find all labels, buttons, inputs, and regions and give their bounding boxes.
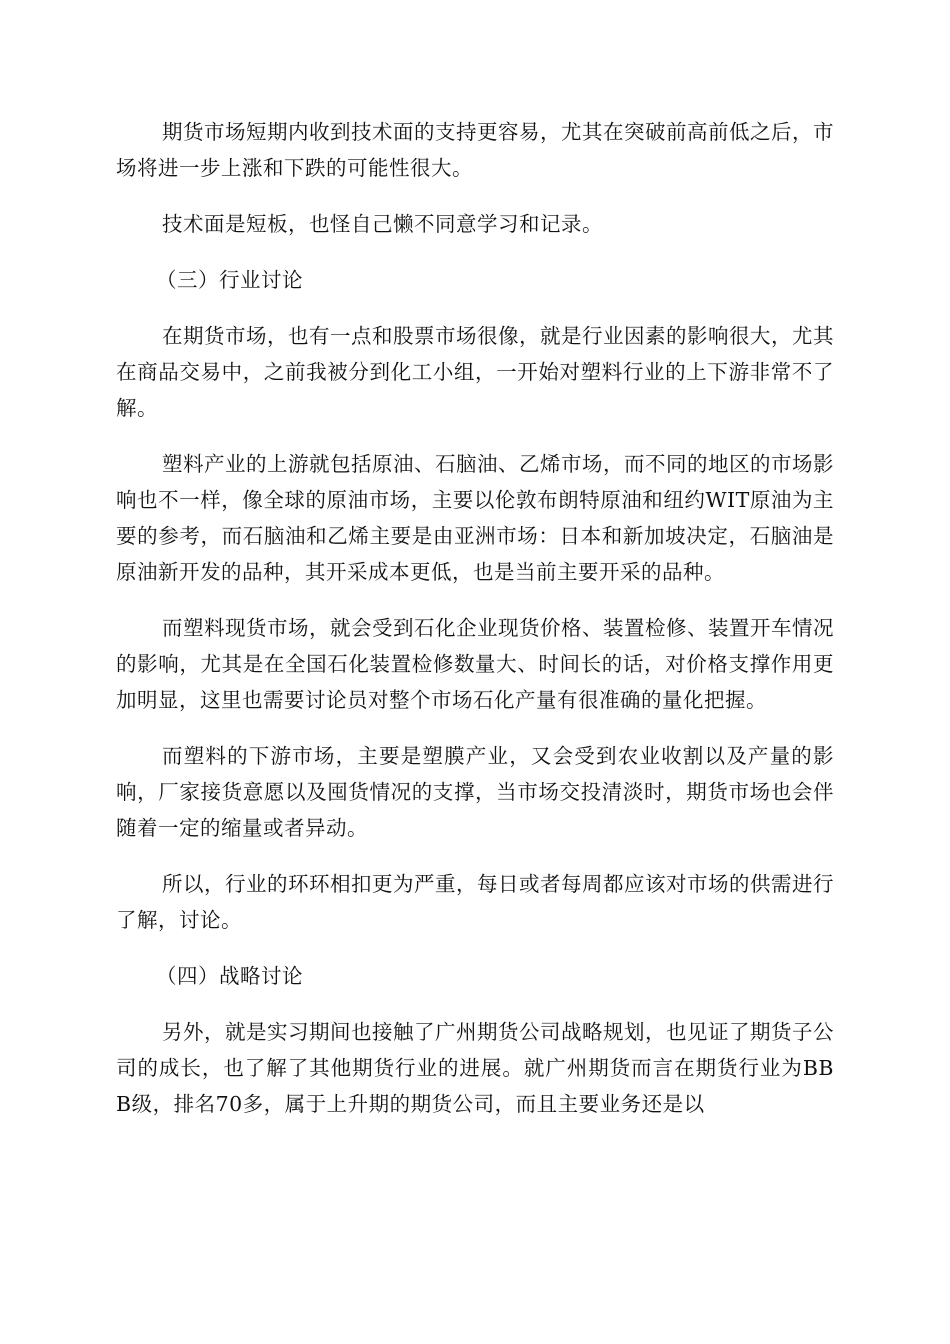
paragraph-supply-demand: 所以，行业的环环相扣更为严重，每日或者每周都应该对市场的供需进行了解，讨论。 — [116, 872, 834, 932]
document-page — [116, 114, 834, 1122]
paragraph-downstream: 而塑料的下游市场，主要是塑膜产业，又会受到农业收割以及产量的影响，厂家接货意愿以及囤货情况的支撑，当市场交投清淡时，期货市场也会伴随着一定的缩量或者异动。 — [116, 744, 834, 840]
paragraph-technical-support: 期货市场短期内收到技术面的支持更容易，尤其在突破前高前低之后，市场将进一步上涨和下跌的可能性很大。 — [116, 120, 834, 180]
paragraph-strategy: 另外，就是实习期间也接触了广州期货公司战略规划，也见证了期货子公司的成长，也了解了其他期货行业的进展。就广州期货而言在期货行业为BBB级，排名70多，属于上升期的期货公司，而且主要业务还是以 — [116, 1020, 834, 1116]
section-heading-industry: （三）行业讨论 — [156, 268, 303, 292]
section-heading-strategy: （四）战略讨论 — [156, 964, 303, 988]
paragraph-technical-weakness: 技术面是短板，也怪自己懒不同意学习和记录。 — [162, 212, 603, 236]
paragraph-industry-factors: 在期货市场，也有一点和股票市场很像，就是行业因素的影响很大，尤其在商品交易中，之前我被分到化工小组，一开始对塑料行业的上下游非常不了解。 — [116, 324, 834, 420]
paragraph-upstream: 塑料产业的上游就包括原油、石脑油、乙烯市场，而不同的地区的市场影响也不一样，像全球的原油市场，主要以伦敦布朗特原油和纽约WIT原油为主要的参考，而石脑油和乙烯主要是由亚洲市场：日本和新加坡决定，石脑油是原油新开发的品种，其开采成本更低，也是当前主要开采的品种。 — [116, 452, 834, 584]
paragraph-spot-market: 而塑料现货市场，就会受到石化企业现货价格、装置检修、装置开车情况的影响，尤其是在全国石化装置检修数量大、时间长的话，对价格支撑作用更加明显，这里也需要讨论员对整个市场石化产量有很准确的量化把握。 — [116, 616, 834, 712]
